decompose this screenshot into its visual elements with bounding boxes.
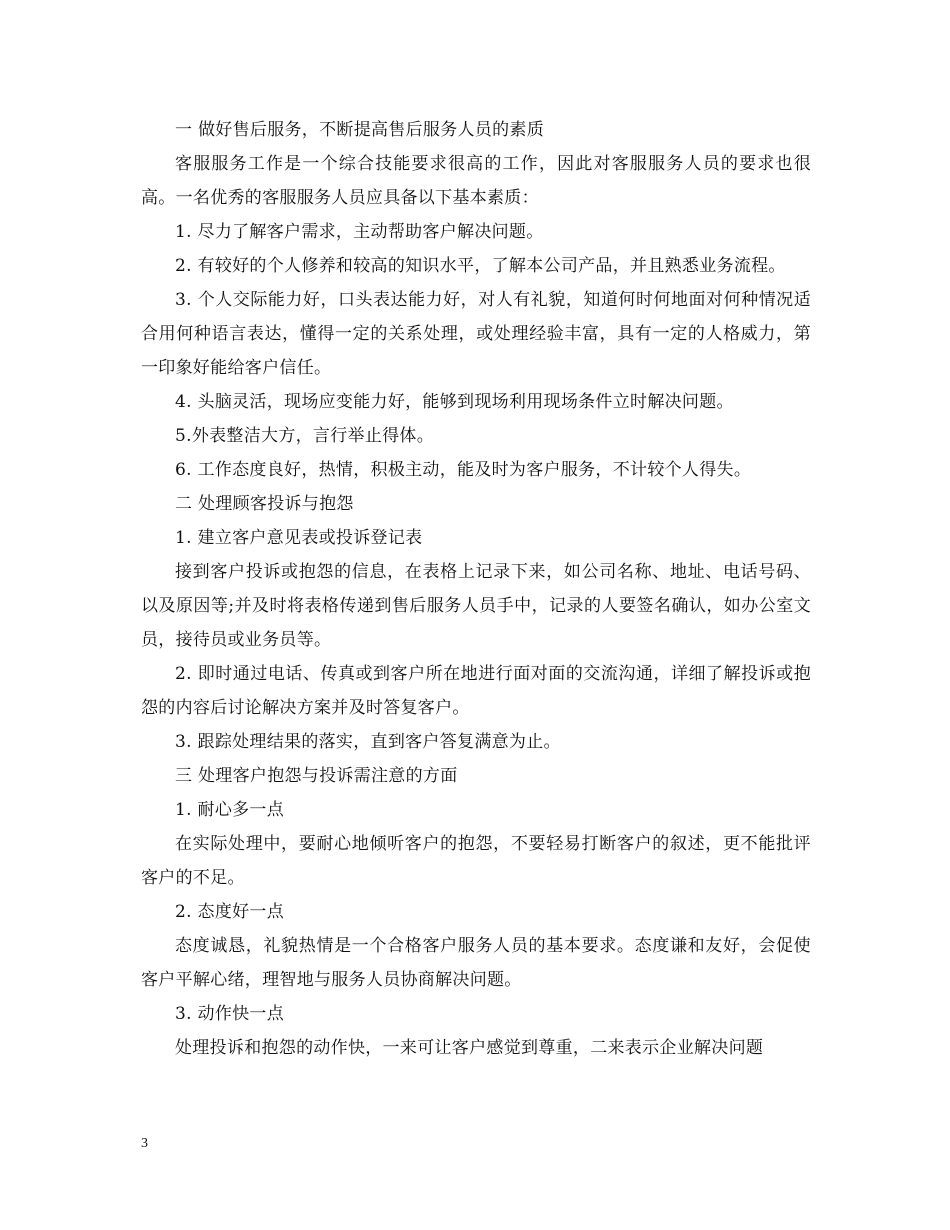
document-body bbox=[141, 113, 811, 1065]
subheading-speed: 3. 动作快一点 bbox=[175, 1004, 285, 1024]
section-heading-2: 二 处理顾客投诉与抱怨 bbox=[175, 494, 354, 514]
page-number: 3 bbox=[141, 1136, 148, 1151]
paragraph-complaint-register: 接到客户投诉或抱怨的信息，在表格上记录下来，如公司名称、地址、电话号码、以及原因等;并及时将表格传递到售后服务人员手中，记录的人要签名确认，如办公室文员，接待员或业务员等。 bbox=[141, 562, 811, 650]
paragraph-patience: 在实际处理中，要耐心地倾听客户的抱怨，不要轻易打断客户的叙述，更不能批评客户的不足。 bbox=[141, 834, 811, 888]
paragraph-speed: 处理投诉和抱怨的动作快，一来可让客户感觉到尊重，二来表示企业解决问题 bbox=[175, 1038, 764, 1058]
paragraph-attitude: 态度诚恳，礼貌热情是一个合格客户服务人员的基本要求。态度谦和友好，会促使客户平解心绪，理智地与服务人员协商解决问题。 bbox=[141, 936, 811, 990]
paragraph-intro: 客服服务工作是一个综合技能要求很高的工作，因此对客服服务人员的要求也很高。一名优秀的客服服务人员应具备以下基本素质： bbox=[141, 154, 811, 208]
list-item-1: 1. 尽力了解客户需求，主动帮助客户解决问题。 bbox=[175, 222, 544, 242]
list-item-2: 2. 有较好的个人修养和较高的知识水平，了解本公司产品，并且熟悉业务流程。 bbox=[175, 256, 786, 276]
list-item-4: 4. 头脑灵活，现场应变能力好，能够到现场利用现场条件立时解决问题。 bbox=[175, 392, 734, 412]
list-item-5: 5.外表整洁大方，言行举止得体。 bbox=[175, 426, 435, 446]
subheading-patience: 1. 耐心多一点 bbox=[175, 800, 285, 820]
list-item-6: 6. 工作态度良好，热情，积极主动，能及时为客户服务，不计较个人得失。 bbox=[175, 460, 752, 480]
section-heading-1: 一 做好售后服务，不断提高售后服务人员的素质 bbox=[175, 120, 545, 140]
list-item-3: 3. 个人交际能力好，口头表达能力好，对人有礼貌，知道何时何地面对何种情况适合用何种语言表达，懂得一定的关系处理，或处理经验丰富，具有一定的人格威力，第一印象好能给客户信任。 bbox=[141, 290, 811, 378]
list-item-communication: 2. 即时通过电话、传真或到客户所在地进行面对面的交流沟通，详细了解投诉或抱怨的内容后讨论解决方案并及时答复客户。 bbox=[141, 664, 811, 718]
subheading-complaint-register: 1. 建立客户意见表或投诉登记表 bbox=[175, 528, 423, 548]
list-item-follow-up: 3. 跟踪处理结果的落实，直到客户答复满意为止。 bbox=[175, 732, 561, 752]
subheading-attitude: 2. 态度好一点 bbox=[175, 902, 285, 922]
section-heading-3: 三 处理客户抱怨与投诉需注意的方面 bbox=[175, 766, 458, 786]
